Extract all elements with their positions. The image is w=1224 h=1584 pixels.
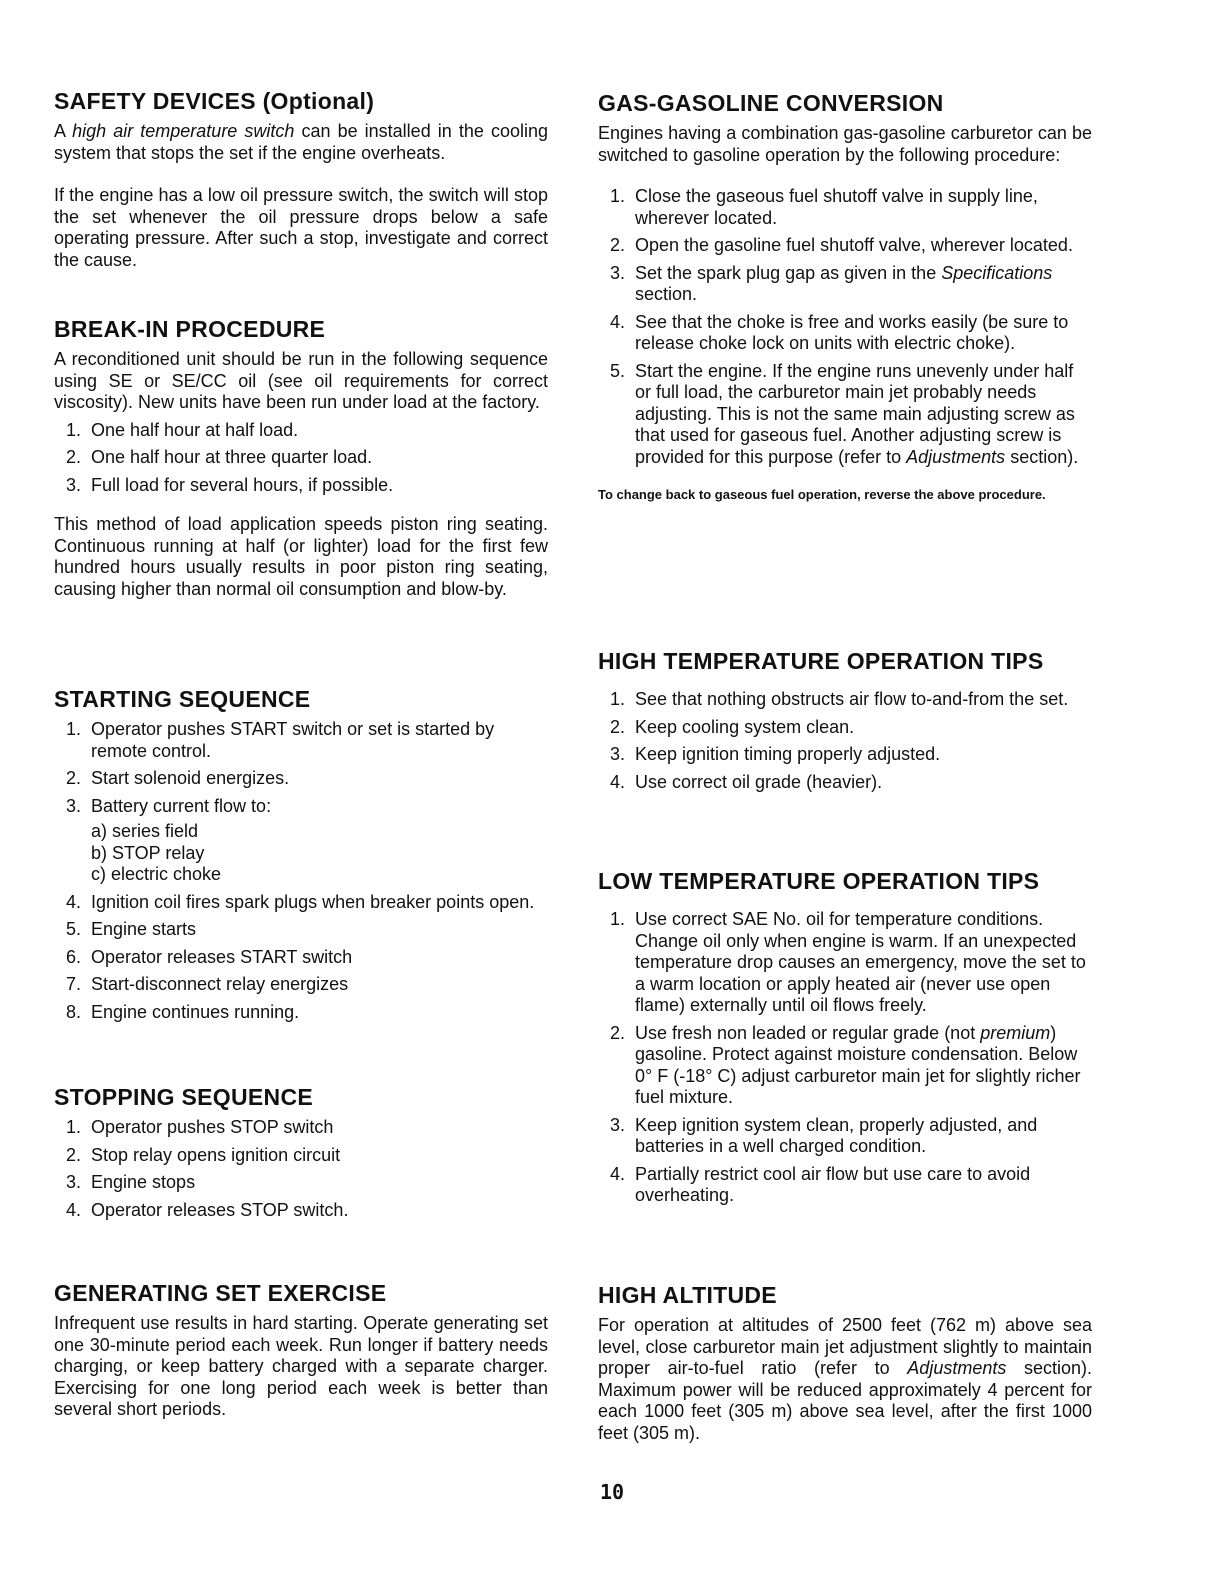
section-high-temperature xyxy=(598,648,1092,799)
list-item: 4. Ignition coil fires spark plugs when breaker points open. xyxy=(66,891,535,912)
break-in-outro: This method of load application speeds piston ring seating. Continuous running at half (or lighter) load for the first few hundred hours usually results in poor piston ring seating, causing higher than normal oil consumption and blow-by. xyxy=(54,514,548,599)
list-item: 1. See that nothing obstructs air flow to-and-from the set. xyxy=(610,689,1069,709)
safety-heading: SAFETY DEVICES (Optional) xyxy=(54,88,375,114)
section-low-temperature xyxy=(598,868,1092,1213)
list-item: 4. Partially restrict cool air flow but use care to avoid overheating. xyxy=(610,1163,1031,1205)
break-in-list xyxy=(54,420,548,497)
starting-list-continued xyxy=(54,892,548,1024)
list-item: 2. Stop relay opens ignition circuit xyxy=(66,1144,341,1165)
list-item: 1. Close the gaseous fuel shutoff valve in supply line, wherever located. xyxy=(610,186,1038,228)
list-item: 2. Open the gasoline fuel shutoff valve, wherever located. xyxy=(610,235,1073,255)
list-item: 3. Battery current flow to: xyxy=(66,795,272,816)
list-item: 3. Set the spark plug gap as given in the Specifications section. xyxy=(610,262,1053,304)
altitude-paragraph: For operation at altitudes of 2500 feet (762 m) above sea level, close carburetor main jet adjustment slightly to maintain proper air-to-fuel ratio (refer to Adjustments section). Maximum power will be reduced approximately 4 percent for each 1000 feet (305 m) above sea level, after the first 1000 feet (305 m). xyxy=(598,1315,1093,1443)
break-in-intro: A reconditioned unit should be run in the following sequence using SE or SE/CC oil (see oil requirements for correct viscosity). New units have been run under load at the factory. xyxy=(54,349,548,412)
subitem: b) STOP relay xyxy=(91,842,205,863)
gas-heading: GAS-GASOLINE CONVERSION xyxy=(598,90,944,116)
list-item: 4. Use correct oil grade (heavier). xyxy=(610,771,883,792)
list-item: 2. Use fresh non leaded or regular grade (not premium) gasoline. Protect against moisture condensation. Below 0° F (-18° C) adjust carburetor main jet for slightly richer fuel mixture. xyxy=(610,1022,1081,1107)
section-starting-sequence xyxy=(54,686,548,1029)
safety-paragraph-1: A high air temperature switch can be installed in the cooling system that stops the set if the engine overheats. xyxy=(54,121,548,163)
starting-heading: STARTING SEQUENCE xyxy=(54,686,311,712)
high-temp-heading: HIGH TEMPERATURE OPERATION TIPS xyxy=(598,648,1044,674)
break-in-heading: BREAK-IN PROCEDURE xyxy=(54,316,326,342)
stopping-list xyxy=(54,1117,548,1221)
gas-intro: Engines having a combination gas-gasoline carburetor can be switched to gasoline operation by the following procedure: xyxy=(598,123,1092,165)
list-item: 7. Start-disconnect relay energizes xyxy=(66,974,349,994)
list-item: 4. See that the choke is free and works easily (be sure to release choke lock on units with electric choke). xyxy=(610,311,1069,353)
list-item: 1. Operator pushes STOP switch xyxy=(66,1117,334,1137)
safety-paragraph-2: If the engine has a low oil pressure switch, the switch will stop the set whenever the oil pressure drops below a safe operating pressure. After such a stop, investigate and correct the cause. xyxy=(54,185,548,270)
list-item: 3. Keep ignition timing properly adjusted. xyxy=(610,744,941,764)
starting-list xyxy=(54,719,548,817)
list-item: 2. Keep cooling system clean. xyxy=(610,716,855,737)
list-item: 4. Operator releases STOP switch. xyxy=(66,1199,349,1220)
list-item: 1. Operator pushes START switch or set is started by remote control. xyxy=(66,719,495,761)
list-item: 2. One half hour at three quarter load. xyxy=(66,447,373,467)
exercise-heading: GENERATING SET EXERCISE xyxy=(54,1280,387,1306)
list-item: 1. Use correct SAE No. oil for temperature conditions. Change oil only when engine is warm. If an unexpected temperature drop causes an emergency, move the set to a warm location or apply heated air (never use open flame) externally until oil flows freely. xyxy=(610,909,1086,1015)
section-high-altitude xyxy=(598,1282,1092,1444)
gas-list xyxy=(598,186,1092,468)
stopping-heading: STOPPING SEQUENCE xyxy=(54,1084,314,1110)
section-break-in xyxy=(54,316,548,600)
low-temp-heading: LOW TEMPERATURE OPERATION TIPS xyxy=(598,868,1040,894)
gas-note: To change back to gaseous fuel operation, reverse the above procedure. xyxy=(598,487,1046,502)
list-item: 2. Start solenoid energizes. xyxy=(66,768,290,788)
altitude-heading: HIGH ALTITUDE xyxy=(598,1282,777,1308)
list-item: 5. Engine starts xyxy=(66,919,197,939)
high-temp-list xyxy=(598,689,1092,793)
list-item: 3. Engine stops xyxy=(66,1172,196,1192)
list-item: 5. Start the engine. If the engine runs unevenly under half or full load, the carburetor main jet probably needs adjusting. This is not the same main adjusting screw as that used for gaseous fuel. Another adjusting screw is provided for this purpose (refer to Adjustments section). xyxy=(610,360,1079,467)
page-number: 10 xyxy=(599,1480,625,1504)
low-temp-list xyxy=(598,909,1092,1207)
exercise-paragraph: Infrequent use results in hard starting. Operate generating set one 30-minute period each week. Run longer if battery needs charging, or keep battery charged with a separate charger. Exercising for one long period each week is better than several short periods. xyxy=(54,1313,548,1419)
section-stopping-sequence xyxy=(54,1084,548,1227)
section-exercise xyxy=(54,1280,548,1421)
subitem: a) series field xyxy=(91,821,199,841)
list-item: 1. One half hour at half load. xyxy=(66,419,299,440)
section-safety-devices xyxy=(54,88,548,271)
subitem: c) electric choke xyxy=(91,864,222,884)
battery-subitems xyxy=(54,821,548,886)
section-gas-gasoline xyxy=(598,90,1092,503)
list-item: 3. Keep ignition system clean, properly adjusted, and batteries in a well charged condition. xyxy=(610,1114,1038,1156)
list-item: 8. Engine continues running. xyxy=(66,1001,300,1022)
list-item: 3. Full load for several hours, if possible. xyxy=(66,474,394,495)
list-item: 6. Operator releases START switch xyxy=(66,946,353,967)
